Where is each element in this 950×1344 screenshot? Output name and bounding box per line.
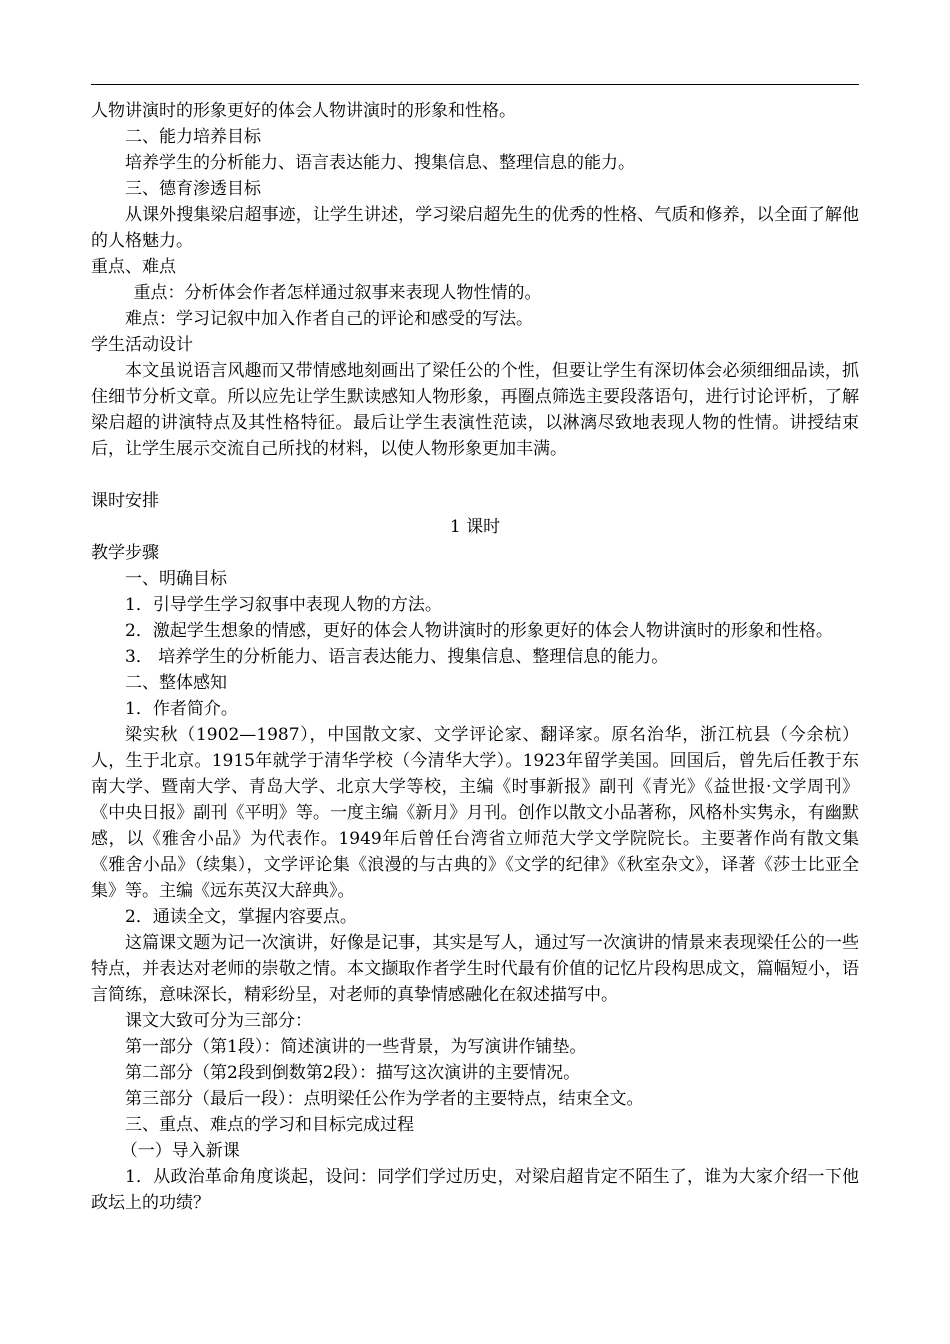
paragraph: 人物讲演时的形象更好的体会人物讲演时的形象和性格。 <box>91 101 516 121</box>
paragraph: 梁实秋（1902—1987），中国散文家、文学评论家、翻译家。原名治华，浙江杭县（今余杭）人，生于北京。1915年就学于清华学校（今清华大学）。1923年留学美国。回国后，曾先后任教于东南大学、暨南大学、青岛大学、北京大学等校，主编《时事新报》副刊《青光》《益世报·文学周刊》《中央日报》副刊《平明》等。一度主编《新月》月刊。创作以散文小品著称，风格朴实隽永，有幽默感，以《雅舍小品》为代表作。1949年后曾任台湾省立师范大学文学院院长。主要著作尚有散文集《雅舍小品》（续集），文学评论集《浪漫的与古典的》《文学的纪律》《秋室杂文》，译著《莎士比亚全集》等。主编《远东英汉大辞典》。 <box>91 725 859 901</box>
document-body <box>91 98 859 1216</box>
heading: 课时安排 <box>91 491 159 511</box>
paragraph: 重点：分析体会作者怎样通过叙事来表现人物性情的。 <box>133 283 542 303</box>
heading: 教学步骤 <box>91 543 159 563</box>
list-item: 2．通读全文，掌握内容要点。 <box>125 907 357 927</box>
paragraph: 第三部分（最后一段）：点明梁任公作为学者的主要特点，结束全文。 <box>125 1089 644 1109</box>
list-item: 2．激起学生想象的情感，更好的体会人物讲演时的形象更好的体会人物讲演时的形象和性格。 <box>125 621 833 641</box>
section-heading: 二、整体感知 <box>125 673 227 693</box>
list-item: 1．作者简介。 <box>125 699 238 719</box>
list-item: 1．引导学生学习叙事中表现人物的方法。 <box>125 595 442 615</box>
section-heading: 三、重点、难点的学习和目标完成过程 <box>125 1115 414 1135</box>
spacer <box>91 462 859 488</box>
section-heading: 三、德育渗透目标 <box>125 179 261 199</box>
paragraph: 培养学生的分析能力、语言表达能力、搜集信息、整理信息的能力。 <box>125 153 635 173</box>
paragraph: 第一部分（第1段）：简述演讲的一些背景，为写演讲作铺垫。 <box>125 1037 587 1057</box>
header-rule <box>91 84 859 85</box>
paragraph: 课文大致可分为三部分： <box>125 1011 312 1031</box>
heading: 学生活动设计 <box>91 335 193 355</box>
section-heading: 二、能力培养目标 <box>125 127 261 147</box>
paragraph: 本文虽说语言风趣而又带情感地刻画出了梁任公的个性，但要让学生有深切体会必须细细品读，抓住细节分析文章。所以应先让学生默读感知人物形象，再圈点筛选主要段落语句，进行讨论评析，了解梁启超的讲演特点及其性格特征。最后让学生表演性范读，以淋漓尽致地表现人物的性情。讲授结束后，让学生展示交流自己所找的材料，以使人物形象更加丰满。 <box>91 361 859 459</box>
list-item: 1．从政治革命角度谈起，设问：同学们学过历史，对梁启超肯定不陌生了，谁为大家介绍一下他政坛上的功绩？ <box>91 1167 859 1213</box>
heading: 重点、难点 <box>91 257 176 277</box>
sub-heading: （一）导入新课 <box>120 1141 240 1161</box>
paragraph: 这篇课文题为记一次演讲，好像是记事，其实是写人，通过写一次演讲的情景来表现梁任公的一些特点，并表达对老师的崇敬之情。本文撷取作者学生时代最有价值的记忆片段构思成文，篇幅短小，语言简练，意味深长，精彩纷呈，对老师的真挚情感融化在叙述描写中。 <box>91 933 859 1005</box>
section-heading: 一、明确目标 <box>125 569 227 589</box>
paragraph: 难点：学习记叙中加入作者自己的评论和感受的写法。 <box>125 309 533 329</box>
paragraph: 第二部分（第2段到倒数第2段）：描写这次演讲的主要情况。 <box>125 1063 581 1083</box>
list-item: 3． 培养学生的分析能力、语言表达能力、搜集信息、整理信息的能力。 <box>125 647 669 667</box>
paragraph: 从课外搜集梁启超事迹，让学生讲述，学习梁启超先生的优秀的性格、气质和修养，以全面了解他的人格魅力。 <box>91 205 859 251</box>
class-hours: 1 课时 <box>449 517 501 537</box>
